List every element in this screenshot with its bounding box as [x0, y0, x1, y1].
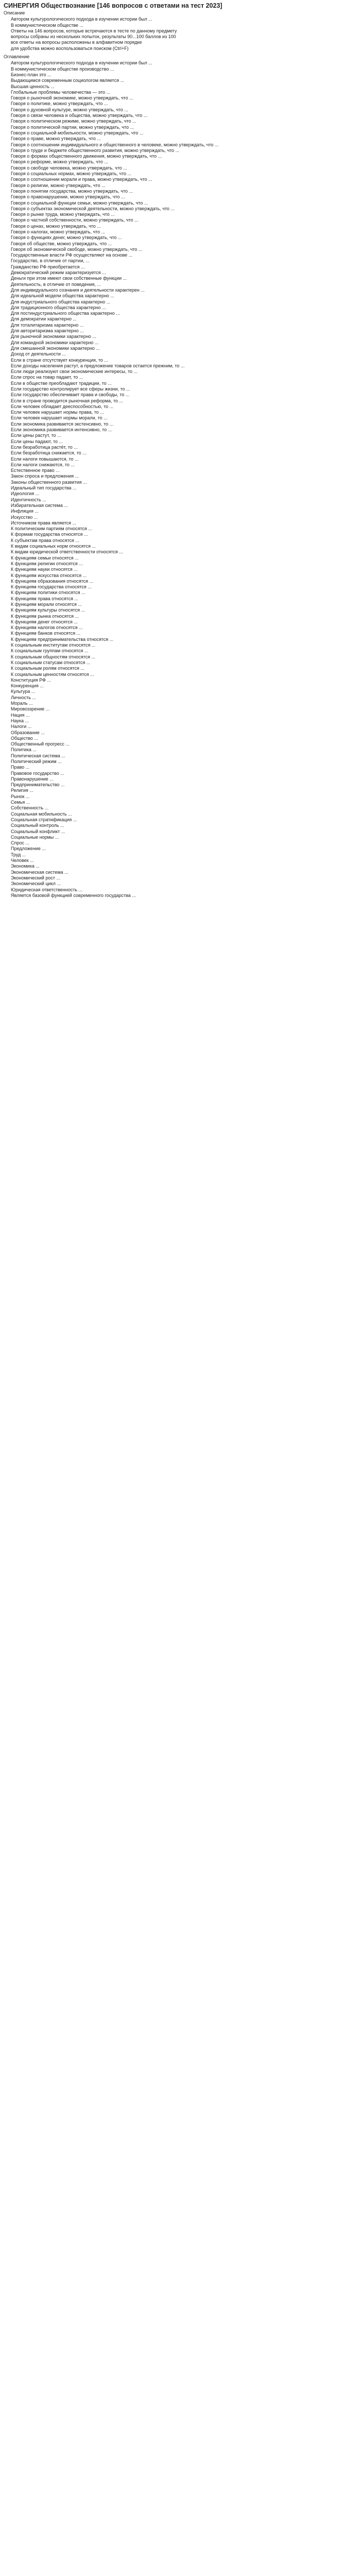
intro-item: ▪ все ответы на вопросы расположены в алфавитном порядке — [11, 40, 357, 45]
question-item: ▪ Бизнес-план это ... — [11, 72, 357, 78]
question-item: ▪ К функциям культуры относятся ... — [11, 607, 357, 613]
question-item: ▪ Если в стране проводится рыночная реформа, то ... — [11, 398, 357, 404]
question-item: ▪ Культура ... — [11, 689, 357, 694]
question-item: ▪ Если в обществе преобладают традиции, то ... — [11, 381, 357, 386]
description-label: Описание — [4, 10, 25, 15]
question-item: ▪ К социальным статусам относятся ... — [11, 660, 357, 666]
question-item: ▪ Демократический режим характеризуется ... — [11, 270, 357, 276]
question-item: ▪ Мировоззрение ... — [11, 706, 357, 712]
document-page — [0, 0, 361, 899]
question-item: ▪ Идеология ... — [11, 491, 357, 497]
intro-item: ▪ В коммунистическом обществе ... — [11, 23, 357, 28]
question-item: ▪ Если доходы населения растут, а предложение товаров остается прежним, то ... — [11, 363, 357, 369]
question-item: ▪ Для авторитаризма характерно ... — [11, 328, 357, 334]
question-item: ▪ Говоря о налогах, можно утверждать, что ... — [11, 229, 357, 235]
question-item: ▪ Говоря о формах общественного движения, можно утверждать, что ... — [11, 154, 357, 159]
question-item: ▪ Рынок ... — [11, 794, 357, 800]
question-item: ▪ Инфляция ... — [11, 509, 357, 514]
question-item: ▪ К функциям религии относятся ... — [11, 561, 357, 567]
question-item: ▪ Говоря о духовной культуре, можно утверждать, что ... — [11, 107, 357, 113]
question-item: ▪ Нация ... — [11, 713, 357, 718]
question-item: ▪ К социальным институтам относятся ... — [11, 642, 357, 648]
question-item: ▪ К социальным общностям относятся ... — [11, 654, 357, 660]
question-list — [4, 60, 357, 899]
question-item: ▪ Религия ... — [11, 788, 357, 793]
question-item: ▪ Говоря о свободе человека, можно утверждать, что ... — [11, 165, 357, 171]
question-item: ▪ Говоря о социальных нормах, можно утверждать, что ... — [11, 171, 357, 177]
question-item: ▪ Право ... — [11, 765, 357, 770]
question-item: ▪ Идентичность ... — [11, 497, 357, 503]
contents-label: Оглавление — [4, 54, 30, 60]
question-item: ▪ Экономический цикл ... — [11, 881, 357, 887]
question-item: ▪ Для постиндустриального общества характерно ... — [11, 311, 357, 316]
question-item: ▪ Говоря о политике, можно утверждать, что ... — [11, 101, 357, 107]
question-item: ▪ Говоря о частной собственности, можно утверждать, что ... — [11, 217, 357, 223]
question-item: ▪ Для рыночной экономики характерно ... — [11, 334, 357, 340]
question-item: ▪ Законы общественного развития ... — [11, 480, 357, 485]
question-item: ▪ Политическая система ... — [11, 753, 357, 759]
question-item: ▪ Правонарушение ... — [11, 776, 357, 782]
question-item: ▪ Говоря о социальной мобильности, можно утверждать, что ... — [11, 130, 357, 136]
question-item: ▪ Для командной экономики характерно ... — [11, 340, 357, 346]
question-item: ▪ Деньги при этом имеют свои собственные функции ... — [11, 276, 357, 281]
question-item: ▪ Автором культурологического подхода в изучении истории был ... — [11, 60, 357, 66]
question-item: ▪ Если безработица снижается, то ... — [11, 450, 357, 456]
question-item: ▪ Высшая ценность ... — [11, 84, 357, 90]
question-item: ▪ Для индустриального общества характерно ... — [11, 299, 357, 305]
question-item: ▪ Спрос ... — [11, 840, 357, 846]
question-item: ▪ Говоря о социальной функции семьи, можно утверждать, что ... — [11, 200, 357, 206]
question-item: ▪ Предложение ... — [11, 846, 357, 852]
question-item: ▪ Говоря о связи человека и общества, можно утверждать, что ... — [11, 113, 357, 118]
question-item: ▪ Если в стране отсутствует конкуренция, то ... — [11, 358, 357, 363]
intro-item: ▪ вопросы собраны из нескольких попыток, результаты 90...100 баллов из 100 — [11, 34, 357, 40]
question-item: ▪ Говоря о ценах, можно утверждать, что ... — [11, 224, 357, 229]
question-item: ▪ Если экономика развивается интенсивно, то ... — [11, 427, 357, 433]
question-item: ▪ К функциям государства относятся ... — [11, 584, 357, 590]
question-item: ▪ Говоря об обществе, можно утверждать, что ... — [11, 241, 357, 247]
question-item: ▪ К функциям политики относятся ... — [11, 590, 357, 596]
question-item: ▪ Общество ... — [11, 736, 357, 741]
question-item: ▪ Доход от деятельности ... — [11, 351, 357, 357]
question-item: ▪ Для тоталитаризма характерно ... — [11, 323, 357, 328]
question-item: ▪ Говоря о политическом режиме, можно утверждать, что ... — [11, 118, 357, 124]
question-item: ▪ Если человек нарушает нормы права, то ... — [11, 410, 357, 415]
question-item: ▪ К функциям искусства относятся ... — [11, 573, 357, 579]
question-item: ▪ Естественное право ... — [11, 468, 357, 473]
question-item: ▪ Наука ... — [11, 718, 357, 724]
intro-list — [4, 16, 357, 52]
question-item: ▪ Говоря о правонарушении, можно утверждать, что ... — [11, 194, 357, 200]
question-item: ▪ Говоря о религии, можно утверждать, что ... — [11, 183, 357, 189]
question-item: ▪ К функциям денег относятся ... — [11, 619, 357, 625]
question-item: ▪ Социальный конфликт ... — [11, 829, 357, 835]
question-item: ▪ К функциям науки относятся ... — [11, 567, 357, 572]
question-item: ▪ Для смешанной экономики характерно ... — [11, 346, 357, 351]
question-item: ▪ Если налоги повышаются, то ... — [11, 456, 357, 462]
question-item: ▪ К политическим партиям относятся ... — [11, 526, 357, 532]
question-item: ▪ Экономическая система ... — [11, 870, 357, 875]
question-item: ▪ Если человек обладает дееспособностью, то ... — [11, 404, 357, 410]
question-item: ▪ Говоря о рыночной экономике, можно утверждать, что ... — [11, 95, 357, 101]
question-item: ▪ Правовое государство ... — [11, 771, 357, 776]
question-item: ▪ К функциям налогов относятся ... — [11, 625, 357, 631]
question-item: ▪ К видам юридической ответственности относятся ... — [11, 549, 357, 555]
question-item: ▪ Деятельность, в отличие от поведения, ... — [11, 282, 357, 287]
question-item: ▪ Говоря о соотношении индивидуального и общественного в человеке, можно утверждать, что ... — [11, 142, 357, 148]
question-item: ▪ Говоря о функциях денег, можно утверждать, что ... — [11, 235, 357, 241]
question-item: ▪ Конкуренция ... — [11, 683, 357, 689]
question-item: ▪ Если цены растут, то ... — [11, 433, 357, 438]
intro-item: ▪ Ответы на 146 вопросов, которые встречаются в тесте по данному предмету — [11, 28, 357, 34]
question-item: ▪ В коммунистическом обществе производство ... — [11, 66, 357, 72]
question-item: ▪ Говоря о субъектах экономической деятельности, можно утверждать, что ... — [11, 206, 357, 212]
question-item: ▪ Социальная мобильность ... — [11, 811, 357, 817]
question-item: ▪ Социальные нормы ... — [11, 835, 357, 840]
question-item: ▪ Говоря о праве, можно утверждать, что ... — [11, 136, 357, 142]
question-item: ▪ Труд ... — [11, 852, 357, 858]
question-item: ▪ Социальный контроль ... — [11, 823, 357, 828]
question-item: ▪ К субъектам права относятся ... — [11, 538, 357, 544]
question-item: ▪ Закон спроса и предложения ... — [11, 473, 357, 479]
question-item: ▪ Если экономика развивается экстенсивно, то ... — [11, 421, 357, 427]
question-item: ▪ Если государство контролирует все сферы жизни, то ... — [11, 386, 357, 392]
question-item: ▪ Конституция РФ ... — [11, 677, 357, 683]
question-item: ▪ Личность ... — [11, 695, 357, 701]
question-item: ▪ К функциям предпринимательства относятся ... — [11, 637, 357, 642]
question-item: ▪ Идеальный тип государства ... — [11, 485, 357, 491]
question-item: ▪ К видам социальных норм относятся ... — [11, 544, 357, 549]
question-item: ▪ Общественный прогресс ... — [11, 741, 357, 747]
question-item: ▪ Выдающимся современным социологом является ... — [11, 78, 357, 83]
question-item: ▪ Социальная стратификация ... — [11, 817, 357, 823]
question-item: ▪ Экономический рост ... — [11, 875, 357, 881]
question-item: ▪ Если спрос на товар падает, то ... — [11, 375, 357, 380]
question-item: ▪ К функциям морали относятся ... — [11, 602, 357, 607]
question-item: ▪ Юридическая ответственность ... — [11, 887, 357, 893]
question-item: ▪ К функциям семьи относятся ... — [11, 555, 357, 561]
question-item: ▪ Государство, в отличие от партии, ... — [11, 258, 357, 264]
question-item: ▪ Образование ... — [11, 730, 357, 736]
question-item: ▪ Для традиционного общества характерно ... — [11, 305, 357, 311]
question-item: ▪ Глобальные проблемы человечества — это ... — [11, 90, 357, 95]
question-item: ▪ Избирательная система ... — [11, 503, 357, 509]
question-item: ▪ Говоря о труде и бюджете общественного развития, можно утверждать, что ... — [11, 148, 357, 154]
question-item: ▪ К социальным ценностям относятся ... — [11, 672, 357, 677]
question-item: ▪ Семья ... — [11, 800, 357, 805]
question-item: ▪ Говоря о соотношении морали и права, можно утверждать, что ... — [11, 177, 357, 182]
question-item: ▪ К функциям права относятся ... — [11, 596, 357, 602]
question-item: ▪ Говоря о рынке труда, можно утверждать, что ... — [11, 212, 357, 217]
question-item: ▪ Если безработица растёт, то ... — [11, 445, 357, 450]
question-item: ▪ Человек ... — [11, 858, 357, 863]
question-item: ▪ К функциям рынка относятся ... — [11, 614, 357, 619]
question-item: ▪ Для демократии характерно ... — [11, 316, 357, 322]
question-item: ▪ К социальным группам относятся ... — [11, 648, 357, 654]
question-item: ▪ Если государство обеспечивает права и свободы, то ... — [11, 392, 357, 398]
question-item: ▪ Является базовой функцией современного государства ... — [11, 893, 357, 899]
question-item: ▪ Говоря о реформе, можно утверждать, что ... — [11, 159, 357, 165]
question-item: ▪ Говоря о политической партии, можно утверждать, что ... — [11, 125, 357, 130]
question-item: ▪ Если люди реализуют свои экономические интересы, то ... — [11, 369, 357, 375]
question-item: ▪ Политика ... — [11, 747, 357, 753]
question-item: ▪ Искусство ... — [11, 515, 357, 520]
question-item: ▪ Для индивидуального сознания и деятельности характерен ... — [11, 287, 357, 293]
intro-item: ▪ Автором культурологического подхода в изучении истории был ... — [11, 16, 357, 22]
question-item: ▪ К функциям банков относятся ... — [11, 631, 357, 636]
question-item: ▪ Для идеальной модели общества характерно ... — [11, 293, 357, 299]
page-title: СИНЕРГИЯ Обществознание [146 вопросов с ответами на тест 2023] — [4, 2, 222, 9]
question-item: ▪ Политический режим ... — [11, 759, 357, 765]
question-item: ▪ К функциям образования относятся ... — [11, 579, 357, 584]
question-item: ▪ Мораль ... — [11, 701, 357, 706]
question-item: ▪ Гражданство РФ приобретается ... — [11, 264, 357, 270]
intro-item: ▪ для удобства можно воспользоваться поиском (Ctrl+F) — [11, 46, 357, 52]
question-item: ▪ Государственные власти РФ осуществляют на основе ... — [11, 252, 357, 258]
question-item: ▪ Собственность ... — [11, 805, 357, 811]
question-item: ▪ К социальным ролям относятся ... — [11, 666, 357, 671]
question-item: ▪ Источником права является ... — [11, 520, 357, 526]
question-item: ▪ Говоря о понятии государства, можно утверждать, что ... — [11, 189, 357, 194]
question-item: ▪ Экономика ... — [11, 863, 357, 869]
question-item: ▪ Если человек нарушает нормы морали, то ... — [11, 415, 357, 421]
question-item: ▪ К формам государства относятся ... — [11, 532, 357, 537]
question-item: ▪ Если цены падают, то ... — [11, 439, 357, 445]
question-item: ▪ Предпринимательство ... — [11, 782, 357, 788]
question-item: ▪ Говоря об экономической свободе, можно утверждать, что ... — [11, 247, 357, 252]
question-item: ▪ Если налоги снижаются, то ... — [11, 462, 357, 468]
question-item: ▪ Налоги ... — [11, 724, 357, 730]
